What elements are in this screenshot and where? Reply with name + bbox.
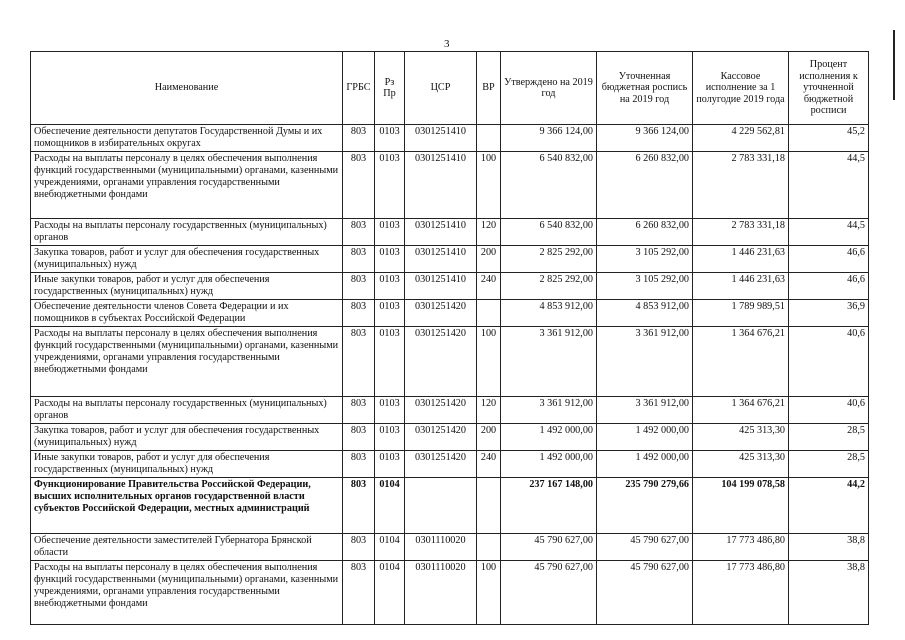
table-row (31, 246, 869, 273)
row-csr: 0301251420 (405, 397, 477, 424)
row-rzpr: 0103 (375, 152, 405, 219)
row-percent: 38,8 (789, 534, 869, 561)
row-refined: 4 853 912,00 (597, 300, 693, 327)
row-grbs: 803 (343, 534, 375, 561)
row-grbs: 803 (343, 561, 375, 625)
row-vr: 100 (477, 152, 501, 219)
row-refined: 235 790 279,66 (597, 478, 693, 534)
row-name: Обеспечение деятельности заместителей Губернатора Брянской области (31, 534, 343, 561)
row-grbs: 803 (343, 478, 375, 534)
row-vr: 100 (477, 561, 501, 625)
row-csr: 0301251420 (405, 424, 477, 451)
row-rzpr: 0103 (375, 451, 405, 478)
row-cash: 425 313,30 (693, 451, 789, 478)
row-cash: 1 364 676,21 (693, 327, 789, 397)
row-approved: 1 492 000,00 (501, 451, 597, 478)
header-vr: ВР (477, 52, 501, 125)
row-cash: 2 783 331,18 (693, 152, 789, 219)
row-grbs: 803 (343, 327, 375, 397)
row-vr: 240 (477, 273, 501, 300)
row-approved: 45 790 627,00 (501, 561, 597, 625)
row-percent: 36,9 (789, 300, 869, 327)
row-rzpr: 0104 (375, 534, 405, 561)
row-csr: 0301251410 (405, 152, 477, 219)
row-refined: 3 361 912,00 (597, 397, 693, 424)
row-grbs: 803 (343, 219, 375, 246)
row-name: Закупка товаров, работ и услуг для обеспечения государственных (муниципальных) нужд (31, 424, 343, 451)
row-cash: 425 313,30 (693, 424, 789, 451)
row-percent: 44,2 (789, 478, 869, 534)
row-refined: 3 105 292,00 (597, 273, 693, 300)
row-name: Расходы на выплаты персоналу в целях обеспечения выполнения функций государственными (муниципальными) органами, казенными учреждениями, органами управления государственными внебюджетными фондами (31, 327, 343, 397)
row-name: Функционирование Правительства Российской Федерации, высших исполнительных органов государственной власти субъектов Российской Федерации, местных администраций (31, 478, 343, 534)
table-row (31, 219, 869, 246)
row-name: Иные закупки товаров, работ и услуг для обеспечения государственных (муниципальных) нужд (31, 273, 343, 300)
row-percent: 46,6 (789, 246, 869, 273)
header-percent: Процент исполнения к уточненной бюджетной росписи (789, 52, 869, 125)
row-approved: 9 366 124,00 (501, 125, 597, 152)
header-grbs: ГРБС (343, 52, 375, 125)
row-cash: 2 783 331,18 (693, 219, 789, 246)
row-rzpr: 0103 (375, 397, 405, 424)
row-vr: 240 (477, 451, 501, 478)
margin-mark (893, 30, 895, 100)
row-percent: 28,5 (789, 451, 869, 478)
row-cash: 1 446 231,63 (693, 246, 789, 273)
table-row-section (31, 478, 869, 534)
row-cash: 17 773 486,80 (693, 534, 789, 561)
row-percent: 45,2 (789, 125, 869, 152)
row-vr: 120 (477, 219, 501, 246)
row-rzpr: 0103 (375, 273, 405, 300)
table-row (31, 561, 869, 625)
table-row (31, 152, 869, 219)
header-refined: Уточненная бюджетная роспись на 2019 год (597, 52, 693, 125)
header-csr: ЦСР (405, 52, 477, 125)
row-name: Расходы на выплаты персоналу государственных (муниципальных) органов (31, 397, 343, 424)
row-vr: 200 (477, 424, 501, 451)
row-rzpr: 0103 (375, 125, 405, 152)
row-cash: 4 229 562,81 (693, 125, 789, 152)
header-name: Наименование (31, 52, 343, 125)
row-name: Обеспечение деятельности членов Совета Федерации и их помощников в субъектах Российской Федерации (31, 300, 343, 327)
row-cash: 17 773 486,80 (693, 561, 789, 625)
header-rzpr: Рз Пр (375, 52, 405, 125)
row-rzpr: 0104 (375, 561, 405, 625)
row-name: Иные закупки товаров, работ и услуг для обеспечения государственных (муниципальных) нужд (31, 451, 343, 478)
row-approved: 6 540 832,00 (501, 219, 597, 246)
table-row (31, 397, 869, 424)
row-grbs: 803 (343, 451, 375, 478)
table-body (31, 125, 869, 625)
table-row (31, 424, 869, 451)
row-refined: 3 361 912,00 (597, 327, 693, 397)
row-refined: 3 105 292,00 (597, 246, 693, 273)
table-row (31, 451, 869, 478)
header-approved: Утверждено на 2019 год (501, 52, 597, 125)
row-csr: 0301251410 (405, 246, 477, 273)
row-approved: 4 853 912,00 (501, 300, 597, 327)
row-percent: 40,6 (789, 327, 869, 397)
row-approved: 3 361 912,00 (501, 327, 597, 397)
row-refined: 45 790 627,00 (597, 561, 693, 625)
row-refined: 6 260 832,00 (597, 219, 693, 246)
row-csr: 0301110020 (405, 561, 477, 625)
row-approved: 45 790 627,00 (501, 534, 597, 561)
table-row (31, 125, 869, 152)
row-percent: 28,5 (789, 424, 869, 451)
row-refined: 45 790 627,00 (597, 534, 693, 561)
row-vr: 120 (477, 397, 501, 424)
table-row (31, 273, 869, 300)
row-percent: 44,5 (789, 219, 869, 246)
page-number: 3 (444, 38, 450, 50)
row-cash: 1 789 989,51 (693, 300, 789, 327)
row-csr: 0301251420 (405, 300, 477, 327)
row-grbs: 803 (343, 125, 375, 152)
row-csr: 0301251410 (405, 125, 477, 152)
row-vr: 200 (477, 246, 501, 273)
row-percent: 40,6 (789, 397, 869, 424)
row-csr: 0301251420 (405, 451, 477, 478)
header-row (31, 52, 869, 125)
row-vr (477, 300, 501, 327)
row-cash: 104 199 078,58 (693, 478, 789, 534)
row-vr: 100 (477, 327, 501, 397)
row-name: Расходы на выплаты персоналу в целях обеспечения выполнения функций государственными (муниципальными) органами, казенными учреждениями, органами управления государственными внебюджетными фондами (31, 561, 343, 625)
row-grbs: 803 (343, 273, 375, 300)
row-name: Обеспечение деятельности депутатов Государственной Думы и их помощников в избирательных округах (31, 125, 343, 152)
row-vr (477, 534, 501, 561)
row-refined: 1 492 000,00 (597, 451, 693, 478)
row-grbs: 803 (343, 397, 375, 424)
row-rzpr: 0104 (375, 478, 405, 534)
header-cash: Кассовое исполнение за 1 полугодие 2019 года (693, 52, 789, 125)
row-csr: 0301251420 (405, 327, 477, 397)
table-row (31, 327, 869, 397)
row-name: Закупка товаров, работ и услуг для обеспечения государственных (муниципальных) нужд (31, 246, 343, 273)
row-percent: 38,8 (789, 561, 869, 625)
row-csr: 0301251410 (405, 219, 477, 246)
row-approved: 3 361 912,00 (501, 397, 597, 424)
row-csr: 0301251410 (405, 273, 477, 300)
row-approved: 6 540 832,00 (501, 152, 597, 219)
row-approved: 237 167 148,00 (501, 478, 597, 534)
row-name: Расходы на выплаты персоналу государственных (муниципальных) органов (31, 219, 343, 246)
row-vr (477, 125, 501, 152)
row-percent: 44,5 (789, 152, 869, 219)
row-refined: 1 492 000,00 (597, 424, 693, 451)
row-percent: 46,6 (789, 273, 869, 300)
row-csr: 0301110020 (405, 534, 477, 561)
table-row (31, 300, 869, 327)
row-grbs: 803 (343, 246, 375, 273)
row-cash: 1 446 231,63 (693, 273, 789, 300)
row-rzpr: 0103 (375, 246, 405, 273)
row-cash: 1 364 676,21 (693, 397, 789, 424)
row-rzpr: 0103 (375, 300, 405, 327)
row-grbs: 803 (343, 424, 375, 451)
row-refined: 9 366 124,00 (597, 125, 693, 152)
row-refined: 6 260 832,00 (597, 152, 693, 219)
row-rzpr: 0103 (375, 219, 405, 246)
row-grbs: 803 (343, 300, 375, 327)
row-name: Расходы на выплаты персоналу в целях обеспечения выполнения функций государственными (муниципальными) органами, казенными учреждениями, органами управления государственными внебюджетными фондами (31, 152, 343, 219)
row-rzpr: 0103 (375, 327, 405, 397)
row-approved: 2 825 292,00 (501, 273, 597, 300)
row-approved: 2 825 292,00 (501, 246, 597, 273)
row-vr (477, 478, 501, 534)
row-grbs: 803 (343, 152, 375, 219)
row-rzpr: 0103 (375, 424, 405, 451)
row-approved: 1 492 000,00 (501, 424, 597, 451)
table-row (31, 534, 869, 561)
budget-table (30, 51, 869, 625)
row-csr (405, 478, 477, 534)
